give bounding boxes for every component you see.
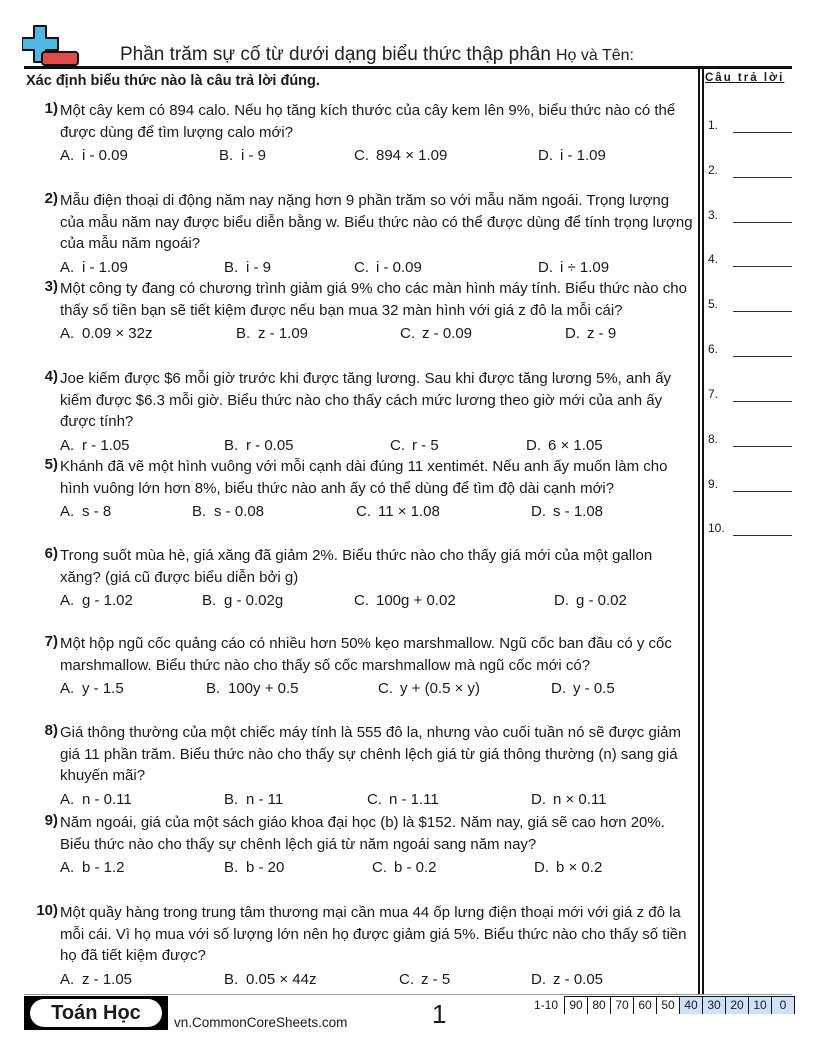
site-link[interactable]: vn.CommonCoreSheets.com — [174, 1015, 348, 1030]
choice-value: 894 × 1.09 — [376, 147, 448, 164]
answer-number: 9. — [708, 477, 719, 491]
choice-letter: C. — [378, 680, 393, 697]
choice-value: y - 0.5 — [573, 680, 615, 697]
answer-line[interactable] — [708, 432, 792, 448]
choice-b[interactable] — [224, 859, 284, 876]
choice-letter: C. — [400, 325, 415, 342]
choice-value: z - 0.05 — [553, 970, 604, 988]
question-text: Một hộp ngũ cốc quảng cáo có nhiều hơn 50% kẹo marshmallow. Ngũ cốc ban đầu có y cốc marshmallow. Biểu thức nào cho thấy số cốc marshmallow mà ngũ cốc mới có? — [60, 635, 672, 674]
answer-line[interactable] — [708, 387, 792, 403]
choice-letter: D. — [534, 859, 549, 876]
choice-b[interactable] — [224, 791, 283, 808]
plus-minus-logo-icon — [22, 24, 80, 68]
score-cell: 20 — [726, 997, 749, 1014]
choice-c[interactable] — [390, 437, 439, 454]
choice-a[interactable] — [60, 437, 130, 454]
choice-value: y - 1.5 — [82, 680, 124, 697]
choice-list — [60, 259, 696, 279]
question-text: Khánh đã vẽ một hình vuông với mỗi cạnh dài đúng 11 xentimét. Nếu anh ấy muốn làm cho hình vuông lớn hơn 8%, biểu thức nào anh ấy có thể dùng để tìm độ dài cạnh mới? — [60, 458, 668, 497]
answer-number: 6. — [708, 342, 719, 356]
choice-d[interactable] — [551, 680, 615, 697]
choice-c[interactable] — [400, 325, 472, 342]
choice-letter: C. — [390, 436, 405, 454]
choice-value: i - 0.09 — [82, 147, 128, 164]
choice-value: z - 0.09 — [422, 325, 473, 342]
answer-line[interactable] — [708, 118, 792, 134]
choice-letter: C. — [399, 970, 414, 988]
choice-value: i - 9 — [241, 147, 267, 164]
question-text: Một quầy hàng trong trung tâm thương mại cần mua 44 ốp lưng điện thoại mới với giá z đô la mỗi cái. Vì họ mua với số lượng lớn nên họ được giảm giá 5%. Biểu thức nào cho thấy số tiền họ đã tiết kiệm được? — [60, 904, 687, 964]
choice-letter: C. — [354, 258, 369, 276]
choice-letter: C. — [354, 147, 369, 164]
name-label: Họ và Tên: — [556, 47, 634, 64]
choice-list — [60, 680, 696, 700]
choice-letter: C. — [354, 592, 369, 609]
choice-letter: A. — [60, 680, 75, 697]
answer-number: 10. — [708, 521, 725, 535]
question-number: 8) — [44, 722, 58, 739]
instructions: Xác định biểu thức nào là câu trả lời đúng. — [26, 73, 320, 89]
choice-letter: A. — [60, 859, 75, 876]
question-number: 6) — [44, 545, 58, 562]
question-number: 3) — [44, 278, 58, 295]
question-text: Mẫu điện thoại di động năm nay nặng hơn 9 phần trăm so với mẫu năm ngoái. Trọng lượng của mẫu năm nay được biểu diễn bằng w. Biểu thức nào có thể được dùng để tính trọng lượng của mẫu năm ngoái? — [60, 192, 693, 252]
choice-letter: D. — [538, 147, 553, 164]
brand-label: Toán Học — [30, 999, 162, 1027]
choice-letter: B. — [206, 680, 221, 697]
choice-value: z - 1.09 — [258, 325, 309, 342]
choice-value: g - 0.02 — [576, 592, 627, 609]
answer-number: 4. — [708, 252, 719, 266]
choice-value: i - 0.09 — [376, 258, 422, 276]
choice-letter: C. — [367, 790, 382, 808]
choice-value: n × 0.11 — [553, 790, 607, 808]
choice-letter: D. — [554, 592, 569, 609]
choice-d[interactable] — [538, 259, 609, 276]
choice-value: y + (0.5 × y) — [400, 680, 481, 697]
choice-d[interactable] — [538, 147, 606, 164]
question-number: 4) — [44, 368, 58, 385]
choice-letter: D. — [526, 436, 541, 454]
choice-letter: C. — [356, 503, 371, 520]
choice-letter: A. — [60, 258, 75, 276]
answer-blank[interactable] — [733, 222, 792, 223]
choice-value: 0.09 × 32z — [82, 325, 153, 342]
choice-value: 11 × 1.08 — [378, 503, 440, 520]
choice-letter: B. — [224, 859, 239, 876]
question-number: 10) — [36, 902, 58, 919]
choice-letter: B. — [224, 436, 239, 454]
page-number: 1 — [432, 999, 447, 1029]
choice-letter: A. — [60, 147, 75, 164]
answer-line[interactable] — [708, 297, 792, 313]
choice-list — [60, 592, 696, 612]
choice-c[interactable] — [356, 503, 440, 520]
choice-letter: D. — [531, 970, 546, 988]
choice-value: 6 × 1.05 — [548, 436, 603, 454]
score-cell: 60 — [634, 997, 657, 1014]
choice-letter: B. — [224, 258, 239, 276]
answer-number: 2. — [708, 163, 719, 177]
choice-b[interactable] — [202, 592, 283, 609]
choice-letter: C. — [372, 859, 387, 876]
choice-letter: D. — [565, 325, 580, 342]
choice-b[interactable] — [192, 503, 264, 520]
choice-c[interactable] — [367, 791, 439, 808]
choice-value: b × 0.2 — [556, 859, 603, 876]
choice-letter: B. — [219, 147, 234, 164]
answer-number: 7. — [708, 387, 719, 401]
choice-a[interactable] — [60, 147, 128, 164]
choice-letter: D. — [531, 503, 546, 520]
choice-c[interactable] — [378, 680, 480, 697]
column-divider — [698, 68, 704, 994]
footer-rule — [24, 994, 792, 995]
answer-line[interactable] — [708, 252, 792, 268]
choice-letter: A. — [60, 970, 75, 988]
choice-value: i ÷ 1.09 — [560, 258, 610, 276]
choice-list — [60, 859, 696, 879]
choice-b[interactable] — [219, 147, 266, 164]
choice-value: r - 5 — [412, 436, 439, 454]
answer-number: 3. — [708, 208, 719, 222]
choice-d[interactable] — [554, 592, 627, 609]
choice-value: n - 1.11 — [389, 790, 439, 808]
choice-letter: B. — [202, 592, 217, 609]
choice-b[interactable] — [206, 680, 298, 697]
choice-value: g - 0.02g — [224, 592, 284, 609]
answer-number: 5. — [708, 297, 719, 311]
choice-value: 100y + 0.5 — [228, 680, 299, 697]
choice-list — [60, 503, 696, 523]
answer-number: 1. — [708, 118, 719, 132]
choice-value: b - 0.2 — [394, 859, 437, 876]
question-number: 5) — [44, 456, 58, 473]
answer-panel-header: Câu trả lời — [705, 72, 785, 84]
answer-line[interactable] — [708, 521, 792, 537]
choice-list — [60, 325, 696, 345]
choice-d[interactable] — [565, 325, 616, 342]
score-cell: 80 — [588, 997, 611, 1014]
choice-c[interactable] — [354, 259, 422, 276]
choice-letter: D. — [551, 680, 566, 697]
answer-blank[interactable] — [733, 311, 792, 312]
question-text: Một công ty đang có chương trình giảm giá 9% cho các màn hình máy tính. Biểu thức nào cho thấy số tiền bạn sẽ tiết kiệm được nếu bạn mua 32 màn hình với giá z đô la mỗi cái? — [60, 280, 687, 319]
choice-value: s - 0.08 — [214, 503, 265, 520]
choice-value: s - 8 — [82, 503, 112, 520]
score-table — [564, 996, 795, 1015]
score-cell: 30 — [703, 997, 726, 1014]
choice-d[interactable] — [526, 437, 603, 454]
choice-d[interactable] — [531, 503, 603, 520]
choice-c[interactable] — [399, 971, 450, 988]
question-text: Một cây kem có 894 calo. Nếu họ tăng kích thước của cây kem lên 9%, biểu thức nào có thể được dùng để tìm lượng calo mới? — [60, 102, 676, 141]
score-cell: 10 — [749, 997, 772, 1014]
score-cell: 90 — [564, 997, 588, 1014]
choice-value: z - 5 — [421, 970, 451, 988]
choice-value: i - 1.09 — [82, 258, 128, 276]
choice-c[interactable] — [354, 592, 456, 609]
choice-c[interactable] — [354, 147, 447, 164]
choice-value: 0.05 × 44z — [246, 970, 317, 988]
choice-a[interactable] — [60, 325, 152, 342]
choice-d[interactable] — [531, 971, 603, 988]
answer-line[interactable] — [708, 477, 792, 493]
choice-letter: B. — [236, 325, 251, 342]
choice-letter: B. — [192, 503, 207, 520]
choice-value: b - 20 — [246, 859, 285, 876]
question-number: 7) — [44, 633, 58, 650]
choice-value: n - 0.11 — [82, 790, 132, 808]
choice-letter: B. — [224, 970, 239, 988]
choice-a[interactable] — [60, 859, 125, 876]
question-text: Năm ngoái, giá của một sách giáo khoa đại học (b) là $152. Năm nay, giá sẽ cao hơn 20%. Biểu thức nào cho thấy sự chênh lệch giá từ năm ngoái sang năm nay? — [60, 814, 665, 853]
choice-letter: A. — [60, 503, 75, 520]
choice-value: s - 1.08 — [553, 503, 604, 520]
choice-b[interactable] — [224, 437, 294, 454]
question-number: 1) — [44, 100, 58, 117]
choice-a[interactable] — [60, 592, 133, 609]
answer-line[interactable] — [708, 163, 792, 179]
question-text: Giá thông thường của một chiếc máy tính là 555 đô la, nhưng vào cuối tuần nó sẽ được giảm giá 11 phần trăm. Biểu thức nào cho thấy sự chênh lệch giá từ giá thông thường (n) sang giá khuyến mãi? — [60, 724, 681, 784]
choice-list — [60, 437, 696, 457]
score-cell: 50 — [657, 997, 680, 1014]
answer-blank[interactable] — [733, 491, 792, 492]
choice-letter: D. — [531, 790, 546, 808]
choice-value: r - 0.05 — [246, 436, 294, 454]
choice-d[interactable] — [531, 791, 607, 808]
worksheet-title: Phần trăm sự cố từ dưới dạng biểu thức thập phân — [120, 44, 551, 65]
question-number: 2) — [44, 190, 58, 207]
choice-a[interactable] — [60, 791, 132, 808]
choice-b[interactable] — [224, 259, 271, 276]
answer-blank[interactable] — [733, 177, 792, 178]
answer-line[interactable] — [708, 208, 792, 224]
answer-blank[interactable] — [733, 266, 792, 267]
choice-letter: A. — [60, 592, 75, 609]
answer-number: 8. — [708, 432, 719, 446]
score-range-label: 1-10 — [534, 998, 559, 1012]
choice-value: g - 1.02 — [82, 592, 133, 609]
choice-letter: B. — [224, 790, 239, 808]
choice-value: b - 1.2 — [82, 859, 125, 876]
choice-list — [60, 147, 696, 167]
choice-value: z - 1.05 — [82, 970, 133, 988]
choice-value: z - 9 — [587, 325, 617, 342]
choice-a[interactable] — [60, 503, 111, 520]
score-cell: 0 — [772, 997, 795, 1014]
question-number: 9) — [44, 812, 58, 829]
choice-value: i - 9 — [246, 258, 272, 276]
choice-letter: D. — [538, 258, 553, 276]
choice-value: i - 1.09 — [560, 147, 606, 164]
choice-value: r - 1.05 — [82, 436, 130, 454]
choice-d[interactable] — [534, 859, 602, 876]
choice-a[interactable] — [60, 971, 132, 988]
question-text: Joe kiếm được $6 mỗi giờ trước khi được tăng lương. Sau khi được tăng lương 5%, anh ấy kiếm được $6.3 mỗi giờ. Biểu thức nào cho thấy cách mức lương theo giờ mới của anh ấy được tính? — [60, 370, 672, 430]
question-text: Trong suốt mùa hè, giá xăng đã giảm 2%. Biểu thức nào cho thấy giá mới của một gallon xăng? (giá cũ được biểu diễn bởi g) — [60, 547, 653, 586]
choice-a[interactable] — [60, 259, 128, 276]
choice-value: 100g + 0.02 — [376, 592, 456, 609]
header-rule — [24, 66, 792, 69]
answer-blank[interactable] — [733, 446, 792, 447]
choice-b[interactable] — [224, 971, 316, 988]
answer-blank[interactable] — [733, 356, 792, 357]
choice-list — [60, 791, 696, 811]
choice-letter: A. — [60, 790, 75, 808]
choice-c[interactable] — [372, 859, 437, 876]
answer-blank[interactable] — [733, 401, 792, 402]
choice-letter: A. — [60, 436, 75, 454]
answer-blank[interactable] — [733, 535, 792, 536]
answer-line[interactable] — [708, 342, 792, 358]
answer-blank[interactable] — [733, 132, 792, 133]
choice-list — [60, 971, 696, 991]
choice-a[interactable] — [60, 680, 124, 697]
choice-value: n - 11 — [246, 790, 284, 808]
choice-b[interactable] — [236, 325, 308, 342]
score-cell: 40 — [680, 997, 703, 1014]
score-cell: 70 — [611, 997, 634, 1014]
choice-letter: A. — [60, 325, 75, 342]
